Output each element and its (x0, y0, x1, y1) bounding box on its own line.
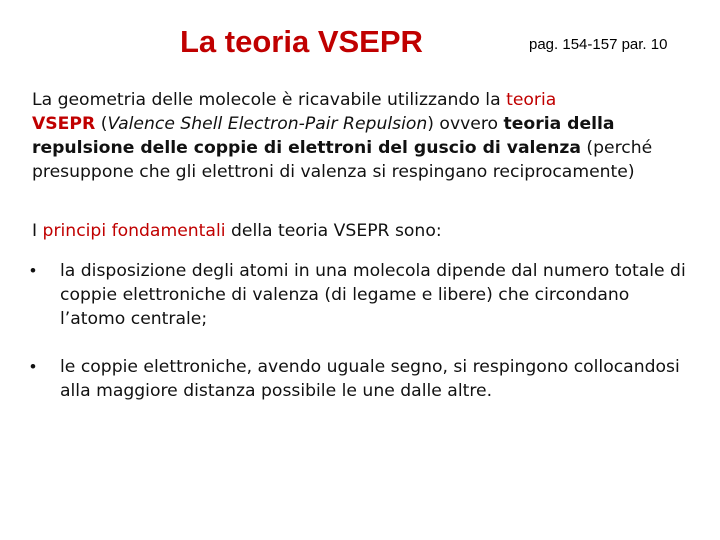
page-reference: pag. 154-157 par. 10 (529, 36, 668, 53)
bullet-text: le coppie elettroniche, avendo uguale segno, si respingono collocandosi alla maggiore distanza possibile le une dalle altre. (60, 357, 680, 401)
vsepr-highlight: VSEPR (32, 114, 96, 134)
intro-text: ( (95, 114, 108, 134)
intro-paragraph (32, 88, 692, 184)
bullet-item (30, 259, 700, 331)
principles-text: I (32, 221, 43, 241)
principles-text: della teoria VSEPR sono: (225, 221, 442, 241)
intro-text: ) ovvero (427, 114, 504, 134)
principles-intro (32, 219, 692, 243)
principles-highlight: principi fondamentali (42, 221, 226, 241)
intro-text: (perché presuppone che gli elettroni di valenza si respingano reciprocamente) (32, 138, 653, 182)
theory-highlight: teoria (506, 90, 557, 110)
bullet-item (30, 355, 700, 403)
vsepr-italian-name: teoria della repulsione delle coppie di elettroni del guscio di valenza (32, 114, 615, 158)
bullet-marker: • (30, 261, 36, 280)
slide-title: La teoria VSEPR (180, 24, 423, 59)
bullet-text: la disposizione degli atomi in una molecola dipende dal numero totale di coppie elettroniche di valenza (di legame e libere) che circondano l’atomo centrale; (60, 261, 686, 329)
intro-text: La geometria delle molecole è ricavabile utilizzando la (32, 90, 507, 110)
bullet-marker: • (30, 357, 36, 376)
vsepr-expansion: Valence Shell Electron-Pair Repulsion (107, 114, 428, 134)
